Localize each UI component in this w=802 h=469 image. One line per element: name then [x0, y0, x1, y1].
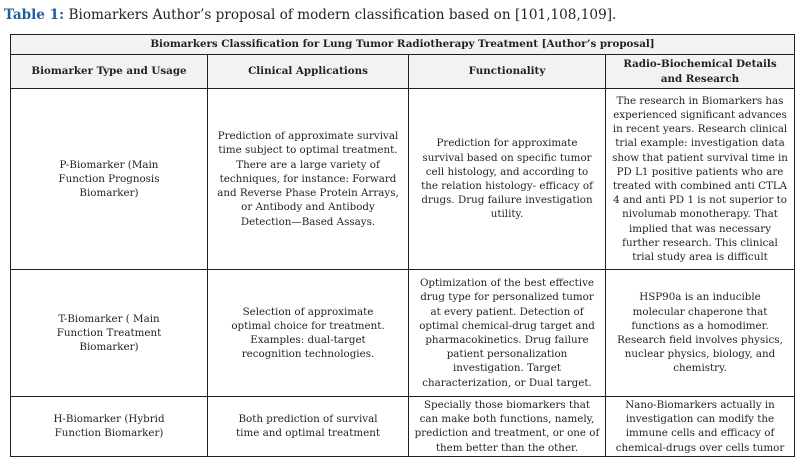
- cell-functionality: [409, 270, 606, 397]
- cell-text: The research in Biomarkers has experienced significant advances in recent years. Research clinical trial example: investigation data show that patient survival time in PD L1 positive patients who are treated with combined anti CTLA 4 and anti PD 1 is not superior to nivolumab monotherapy. That implied that was necessary further research. This clinical trial study area is difficult: [612, 94, 788, 264]
- table-row: [11, 397, 795, 457]
- biomarkers-table: [10, 34, 795, 457]
- header-radio-biochemical: Radio-Biochemical Details and Research: [606, 55, 795, 89]
- cell-radio-biochemical: [606, 270, 795, 397]
- table-row: [11, 270, 795, 397]
- cell-text: Optimization of the best effective drug type for personalized tumor at every patient. Detection of optimal chemical-drug target and pharmacokinetics. Drug failure patient personalization investigation. Target characterization, or Dual target.: [419, 277, 595, 389]
- caption-text: Biomarkers Author’s proposal of modern classification based on [101,108,109].: [64, 7, 617, 23]
- table-title-row: [11, 35, 795, 55]
- table-caption: [4, 5, 616, 25]
- cell-text: Nano-Biomarkers actually in investigation can modify the immune cells and efficacy of chemical-drugs over cells tumor: [615, 399, 785, 454]
- cell-radio-biochemical: [606, 397, 795, 457]
- table-row: [11, 89, 795, 270]
- header-biomarker-type: Biomarker Type and Usage: [11, 55, 208, 89]
- cell-text: Prediction for approximate survival based on specific tumor cell histology, and according to the relation histology- efficacy of drugs. Drug failure investigation utility.: [421, 137, 593, 221]
- table-header-row: [11, 55, 795, 89]
- table-title: Biomarkers Classification for Lung Tumor Radiotherapy Treatment [Author’s proposal]: [11, 35, 795, 55]
- cell-biomarker-type: [11, 270, 208, 397]
- cell-clinical-applications: [208, 270, 409, 397]
- cell-text: Selection of approximate optimal choice for treatment. Examples: dual-target recognition technologies.: [231, 305, 385, 361]
- cell-biomarker-type: [11, 89, 208, 270]
- cell-clinical-applications: [208, 397, 409, 457]
- cell-functionality: [409, 397, 606, 457]
- header-clinical-applications: Clinical Applications: [208, 55, 409, 89]
- cell-radio-biochemical: [606, 89, 795, 270]
- cell-clinical-applications: [208, 89, 409, 270]
- cell-functionality: [409, 89, 606, 270]
- cell-biomarker-type: [11, 397, 208, 457]
- caption-label: Table 1:: [4, 7, 65, 23]
- cell-text: P-Biomarker (Main Function Prognosis Biomarker): [58, 158, 160, 200]
- header-functionality: Functionality: [409, 55, 606, 89]
- cell-text: T-Biomarker ( Main Function Treatment Biomarker): [56, 312, 162, 354]
- cell-text: H-Biomarker (Hybrid Function Biomarker): [53, 413, 165, 440]
- cell-text: Specially those biomarkers that can make both functions, namely, prediction and treatment, or one of them better than the other.: [414, 399, 600, 454]
- cell-text: Both prediction of survival time and optimal treatment: [236, 413, 380, 440]
- cell-text: HSP90a is an inducible molecular chaperone that functions as a homodimer. Research field involves physics, nuclear physics, biology, and chemistry.: [617, 291, 783, 375]
- cell-text: Prediction of approximate survival time subject to optimal treatment. There are a large variety of techniques, for instance: Forward and Reverse Phase Protein Arrays, or Antibody and Antibody Detection—Based Assays.: [217, 130, 399, 228]
